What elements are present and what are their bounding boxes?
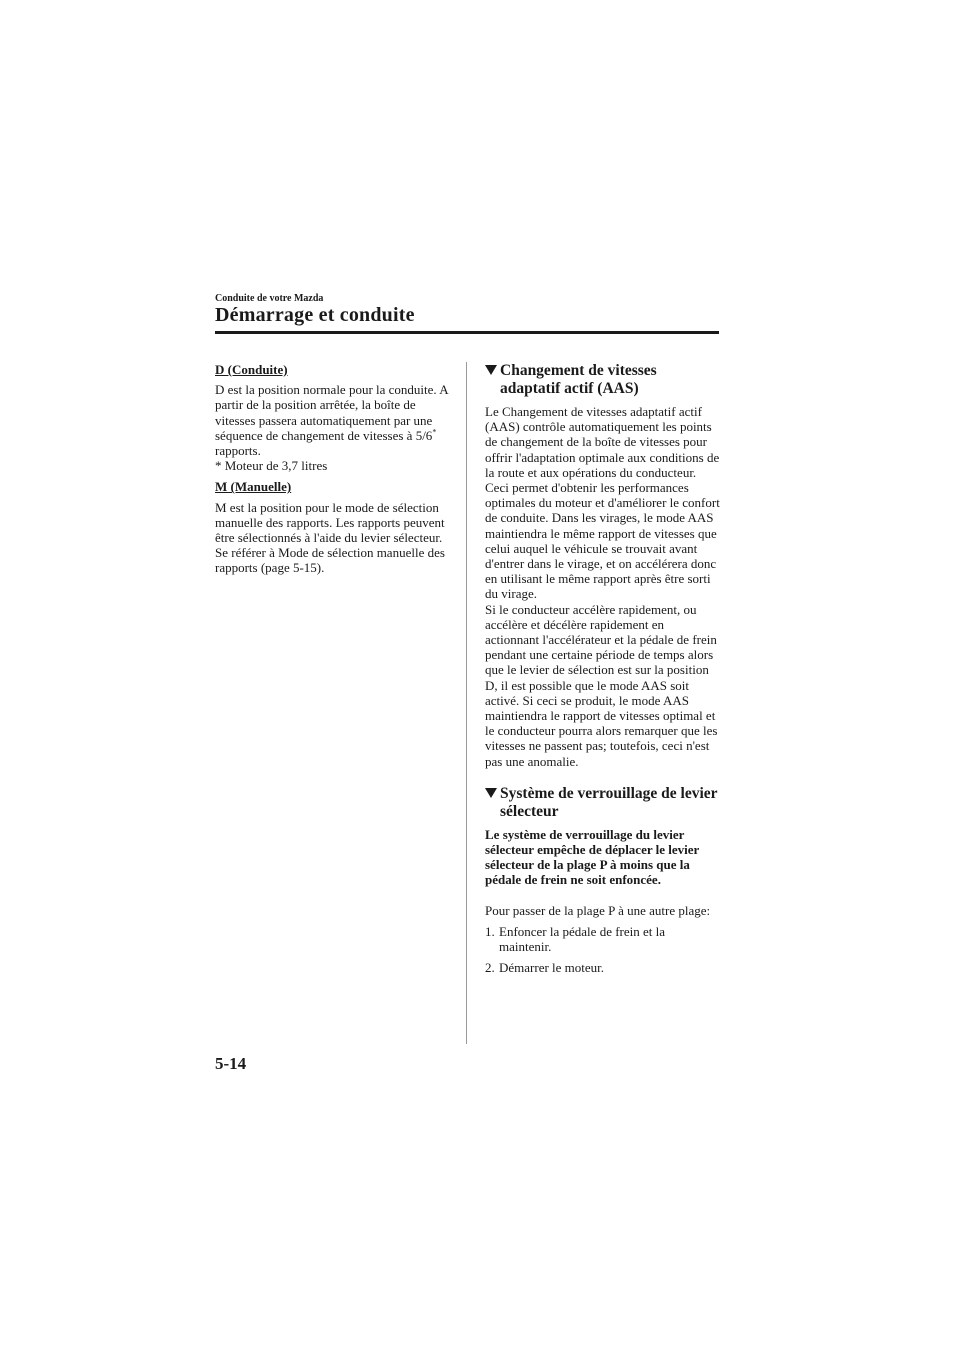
subheading-m: M (Manuelle) — [215, 479, 292, 495]
footnote: * Moteur de 3,7 litres — [215, 458, 328, 474]
column-divider — [466, 362, 467, 1044]
subheading-d: D (Conduite) — [215, 362, 288, 377]
steps-list — [485, 924, 720, 976]
list-item-number: 1. — [485, 923, 495, 939]
list-item-text: Enfoncer la pédale de frein et la maintenir. — [499, 923, 666, 955]
heading-aas-text: Changement de vitesses adaptatif actif (AAS) — [500, 362, 657, 397]
list-item-number: 2. — [485, 960, 495, 976]
heading-shift-lock-text: Système de verrouillage de levier sélecteur — [500, 784, 718, 820]
list-item — [485, 960, 720, 975]
list-item — [485, 924, 720, 954]
paragraph-m-reference: Se référer à Mode de sélection manuelle des rapports (page 5-15). — [215, 545, 445, 576]
paragraph-d — [215, 382, 453, 458]
left-column — [215, 362, 453, 576]
triangle-bullet-icon — [485, 788, 497, 798]
list-item-text: Démarrer le moteur. — [499, 960, 605, 976]
paragraph-aas-2: Si le conducteur accélère rapidement, ou accélère et décélère rapidement en actionnant l'accélérateur et la pédale de frein pendant une certaine période de temps alors que le levier de sélection est sur la position D, il est possible que le mode AAS soit activé. Si ceci se produit, le mode AAS maintiendra le rapport de vitesses optimal et le conducteur pourra alors remarquer que les vitesses ne passent pas; toutefois, ceci n'est pas une anomalie. — [485, 601, 718, 769]
page-number: 5-14 — [215, 1054, 247, 1073]
heading-aas — [485, 362, 720, 398]
paragraph-d-text: D est la position normale pour la conduite. A partir de la position arrêtée, la boîte de vitesses passera automatiquement par une séquence de changement de vitesses à 5/6 — [215, 382, 448, 443]
chapter-title: Démarrage et conduite — [215, 304, 415, 326]
right-column — [485, 362, 720, 982]
heading-shift-lock — [485, 785, 720, 821]
paragraph-d-text-end: rapports. — [215, 443, 261, 459]
paragraph-m: M est la position pour le mode de sélection manuelle des rapports. Les rapports peuvent être sélectionnés à l'aide du levier sélecteur. — [215, 499, 445, 546]
paragraph-shift-lock-bold: Le système de verrouillage du levier sélecteur empêche de déplacer le levier sélecteur de la plage P à moins que la pédale de frein ne soit enfoncée. — [485, 826, 700, 888]
section-label: Conduite de votre Mazda — [215, 293, 324, 304]
footnote-marker: * — [432, 427, 437, 437]
paragraph-aas-1: Le Changement de vitesses adaptatif actif (AAS) contrôle automatiquement les points de changement de la boîte de vitesses pour offrir l'adaptation optimale aux conditions de la route et aux opérations du conducteur. Ceci permet d'obtenir les performances optimales du moteur et d'améliorer le confort de conduite. Dans les virages, le mode AAS maintiendra le même rapport de vitesses que celui auquel le véhicule se trouvait avant d'entrer dans le virage, et on accélérera donc en utilisant le même rapport après être sorti du virage. — [485, 404, 720, 602]
triangle-bullet-icon — [485, 365, 497, 375]
header-rule — [215, 331, 719, 334]
paragraph-shift-lock-intro: Pour passer de la plage P à une autre plage: — [485, 902, 711, 918]
